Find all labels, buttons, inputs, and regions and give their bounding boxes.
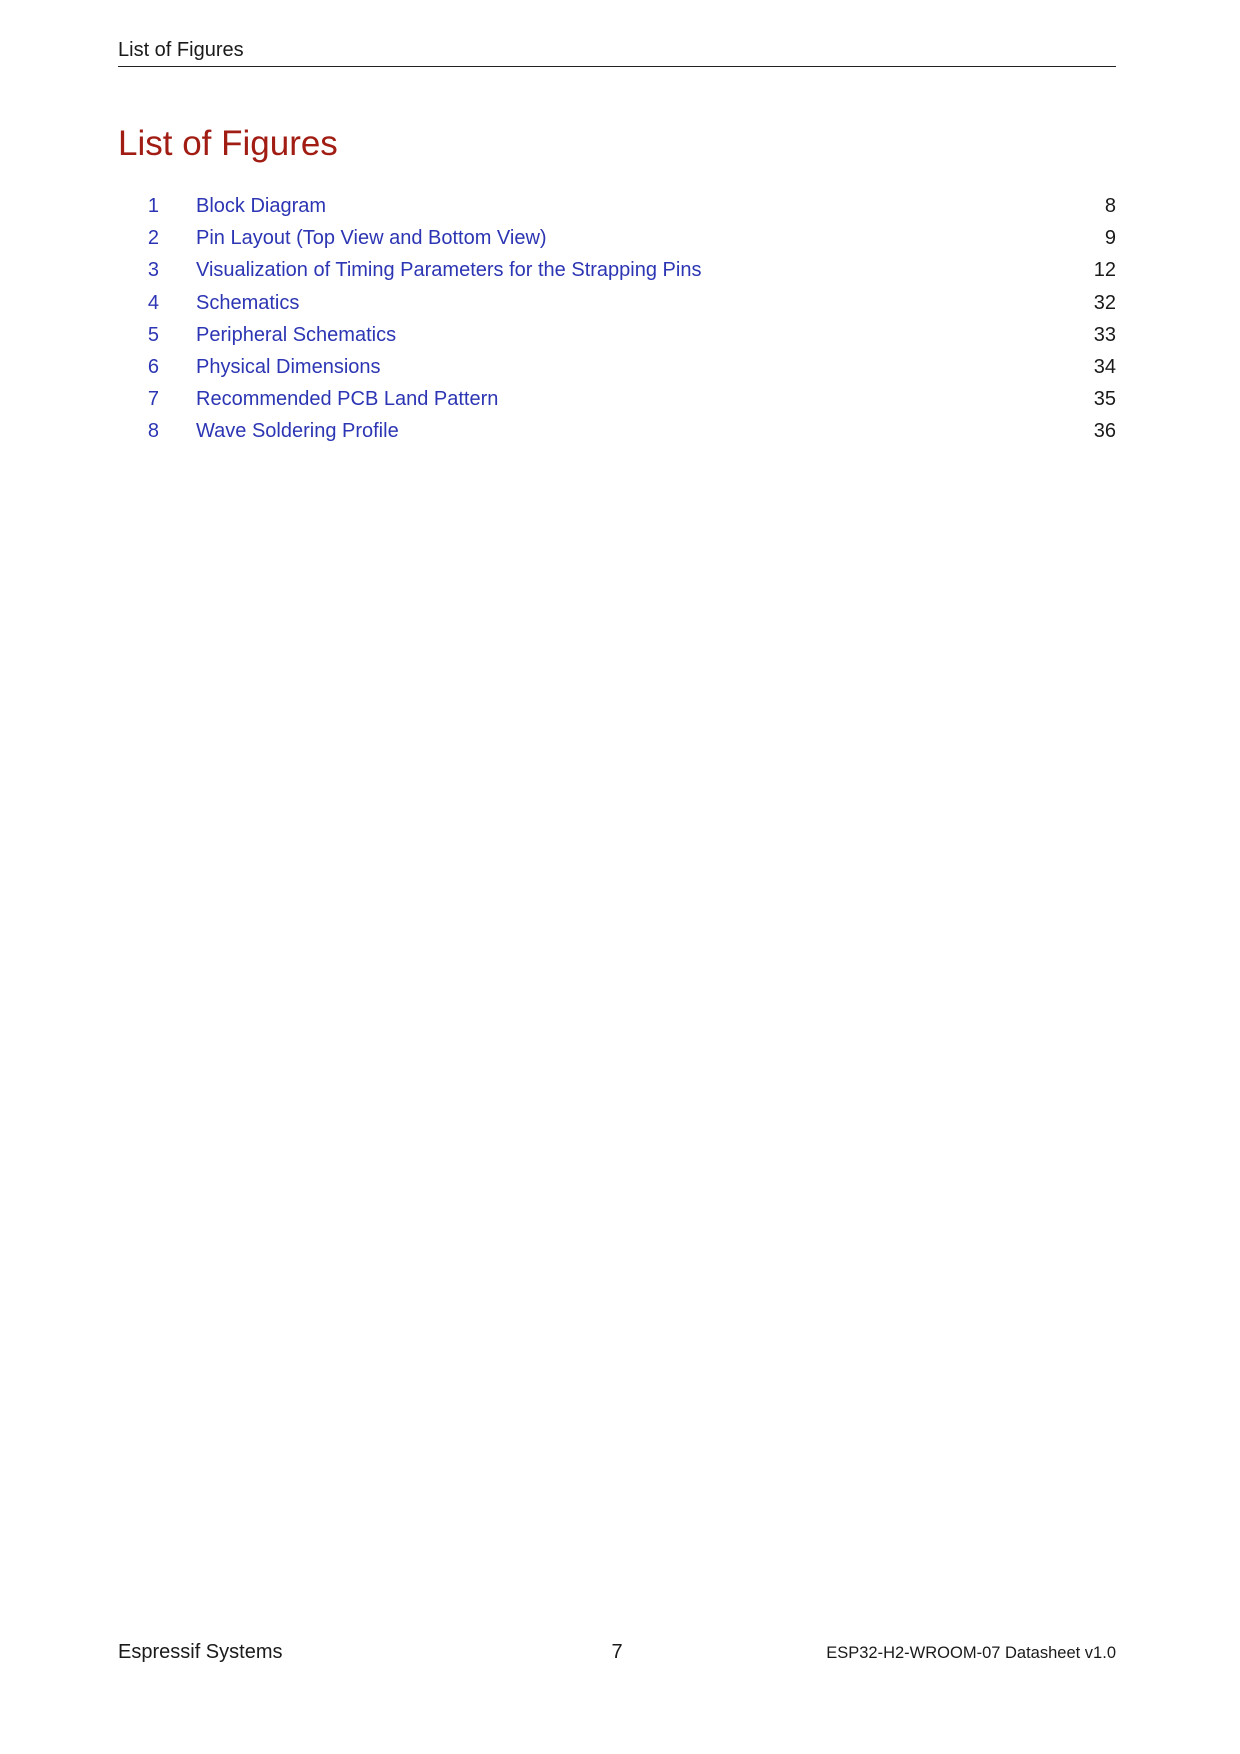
footer-company: Espressif Systems [118, 1641, 283, 1663]
figure-page-number: 8 [1104, 195, 1116, 217]
figure-number[interactable]: 7 [147, 388, 159, 411]
figure-number[interactable]: 3 [147, 259, 159, 282]
figure-number[interactable]: 4 [147, 291, 159, 314]
figure-page-number: 32 [1093, 291, 1116, 314]
figure-title-link[interactable]: Block Diagram [196, 195, 327, 217]
figure-list-item [118, 192, 1116, 224]
figure-list-item [118, 417, 1116, 449]
figure-page-number: 33 [1093, 323, 1116, 346]
figure-page-number: 36 [1093, 420, 1116, 443]
figure-page-number: 12 [1093, 259, 1116, 282]
figure-page-number: 9 [1104, 227, 1116, 250]
figure-title-link[interactable]: Wave Soldering Profile [196, 420, 399, 443]
figure-number[interactable]: 5 [147, 323, 159, 346]
figure-title-link[interactable]: Visualization of Timing Parameters for the Strapping Pins [196, 259, 702, 282]
figure-list [118, 192, 1116, 450]
figure-list-item [118, 385, 1116, 417]
figure-list-item [118, 224, 1116, 256]
figure-list-item [118, 321, 1116, 353]
figure-number[interactable]: 6 [147, 355, 159, 378]
footer-page-number: 7 [611, 1641, 623, 1663]
figure-title-link[interactable]: Recommended PCB Land Pattern [196, 388, 499, 411]
figure-list-item [118, 256, 1116, 288]
figure-page-number: 34 [1093, 355, 1116, 378]
running-header-title: List of Figures [118, 39, 244, 61]
figure-number[interactable]: 1 [147, 195, 159, 217]
figure-title-link[interactable]: Pin Layout (Top View and Bottom View) [196, 227, 547, 250]
figure-title-link[interactable]: Physical Dimensions [196, 355, 381, 378]
figure-title-link[interactable]: Schematics [196, 291, 300, 314]
figure-list-item [118, 289, 1116, 321]
figure-page-number: 35 [1093, 388, 1116, 411]
footer-document-name: ESP32-H2-WROOM-07 Datasheet v1.0 [826, 1644, 1116, 1662]
page-title: List of Figures [118, 124, 338, 163]
figure-list-item [118, 353, 1116, 385]
running-header [118, 38, 1116, 67]
figure-title-link[interactable]: Peripheral Schematics [196, 323, 397, 346]
figure-number[interactable]: 2 [147, 227, 159, 250]
figure-number[interactable]: 8 [147, 420, 159, 443]
page-footer [118, 1640, 1116, 1666]
